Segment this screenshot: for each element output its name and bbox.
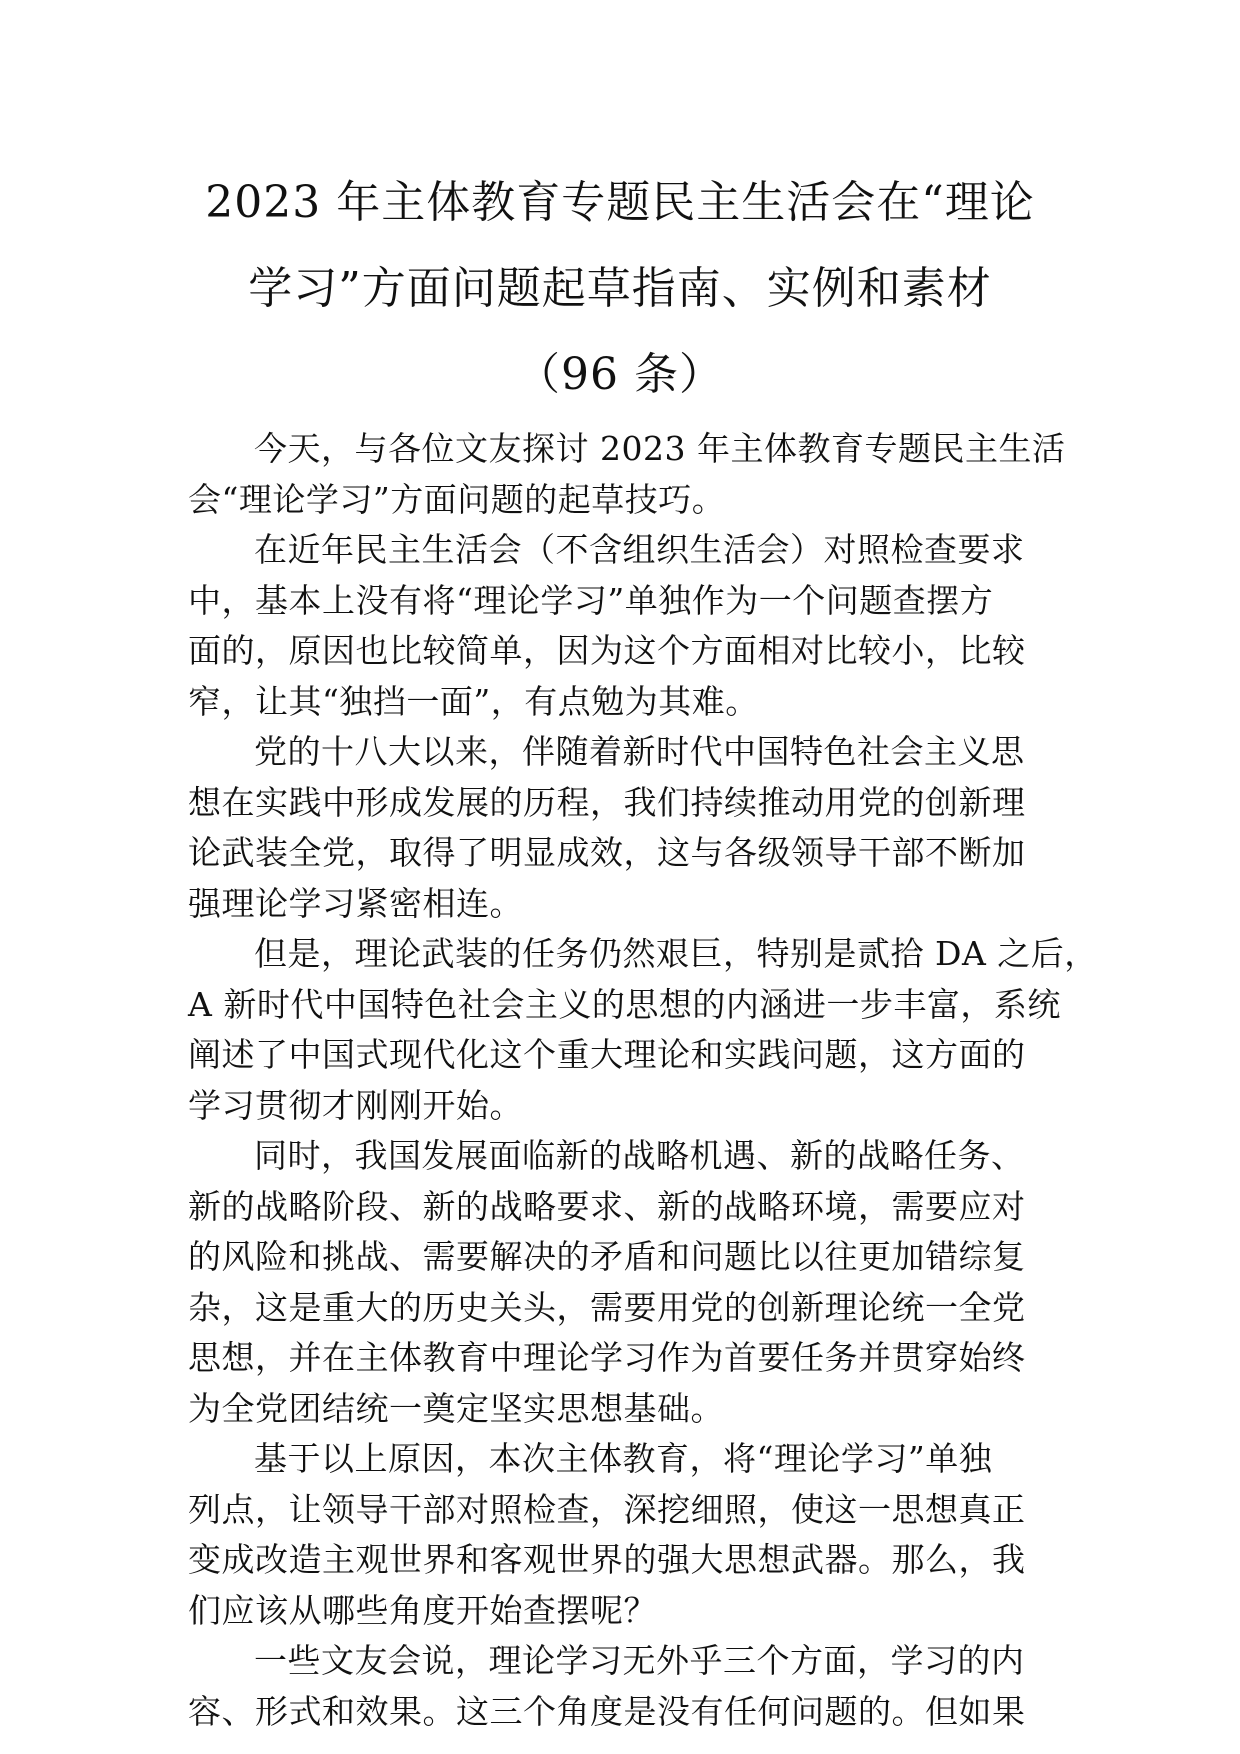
- text-line: 窄，让其“独挡一面”，有点勉为其难。: [188, 681, 759, 721]
- title-line: （96 条）: [516, 349, 724, 400]
- text-line: 们应该从哪些角度开始查摆呢？: [188, 1590, 657, 1630]
- text-line: 新的战略阶段、新的战略要求、新的战略环境，需要应对: [188, 1186, 1026, 1226]
- text-line: 强理论学习紧密相连。: [188, 883, 523, 923]
- text-line: 列点，让领导干部对照检查，深挖细照，使这一思想真正: [188, 1489, 1026, 1529]
- paragraph-reasons: [188, 1434, 1068, 1636]
- paragraph-context: [188, 1131, 1068, 1434]
- text-line: 党的十八大以来，伴随着新时代中国特色社会主义思: [254, 732, 1025, 771]
- paragraph-achievements: [188, 727, 1068, 929]
- document-body: [188, 424, 1098, 1737]
- text-line: A 新时代中国特色社会主义的思想的内涵进一步丰富，系统: [188, 984, 1061, 1024]
- text-line: 的风险和挑战、需要解决的矛盾和问题比以往更加错综复: [188, 1237, 1026, 1276]
- text-line: 面的，原因也比较简单，因为这个方面相对比较小，比较: [188, 631, 1026, 670]
- paragraph-challenges: [188, 929, 1098, 1131]
- title-line: 学习”方面问题起草指南、实例和素材: [248, 263, 992, 314]
- text-line: 会“理论学习”方面问题的起草技巧。: [188, 479, 726, 519]
- text-line: 同时，我国发展面临新的战略机遇、新的战略任务、: [254, 1136, 1025, 1175]
- text-line: 但是，理论武装的任务仍然艰巨，特别是贰拾 DA 之后，: [254, 934, 1098, 973]
- text-line: 基于以上原因，本次主体教育，将“理论学习”单独: [254, 1439, 993, 1478]
- text-line: 今天，与各位文友探讨 2023 年主体教育专题民主生活: [254, 429, 1066, 468]
- title-line: 2023 年主体教育专题民主生活会在“理论: [205, 177, 1035, 228]
- paragraph-aspects: [188, 1636, 1068, 1737]
- text-line: 学习贯彻才刚刚开始。: [188, 1085, 523, 1125]
- paragraph-background: [188, 525, 1068, 727]
- text-line: 想在实践中形成发展的历程，我们持续推动用党的创新理: [188, 782, 1026, 822]
- text-line: 在近年民主生活会（不含组织生活会）对照检查要求: [254, 530, 1025, 569]
- text-line: 一些文友会说，理论学习无外乎三个方面，学习的内: [254, 1641, 1025, 1680]
- text-line: 杂，这是重大的历史关头，需要用党的创新理论统一全党: [188, 1287, 1026, 1327]
- paragraph-intro: [188, 424, 1068, 525]
- text-line: 思想，并在主体教育中理论学习作为首要任务并贯穿始终: [188, 1338, 1026, 1377]
- document-title: [160, 160, 1080, 418]
- text-line: 为全党团结统一奠定坚实思想基础。: [188, 1388, 724, 1428]
- text-line: 论武装全党，取得了明显成效，这与各级领导干部不断加: [188, 833, 1026, 872]
- text-line: 变成改造主观世界和客观世界的强大思想武器。那么，我: [188, 1540, 1026, 1579]
- text-line: 容、形式和效果。这三个角度是没有任何问题的。但如果: [188, 1691, 1026, 1731]
- text-line: 阐述了中国式现代化这个重大理论和实践问题，这方面的: [188, 1035, 1026, 1074]
- text-line: 中，基本上没有将“理论学习”单独作为一个问题查摆方: [188, 580, 994, 620]
